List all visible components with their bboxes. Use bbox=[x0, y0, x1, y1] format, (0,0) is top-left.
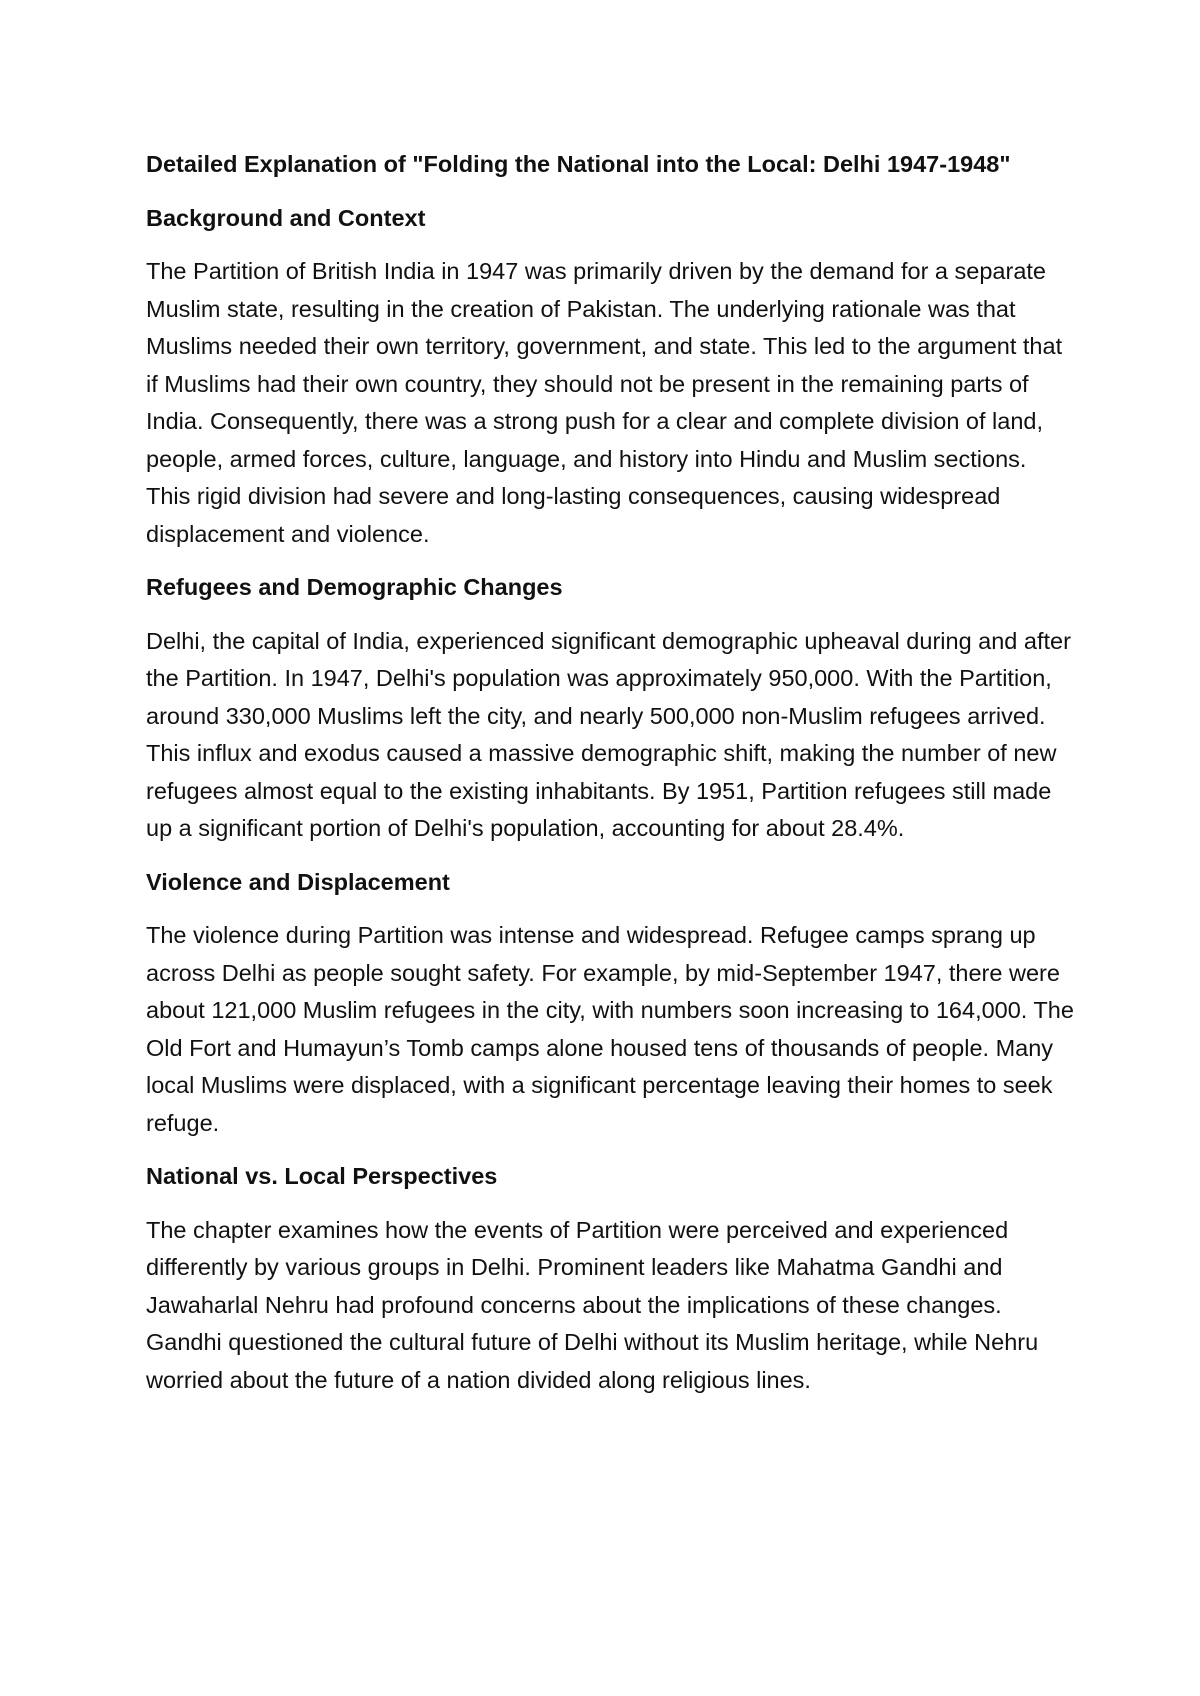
section-heading-violence: Violence and Displacement bbox=[146, 868, 450, 895]
section-heading-background: Background and Context bbox=[146, 204, 426, 231]
section-heading-perspectives: National vs. Local Perspectives bbox=[146, 1163, 498, 1189]
section-body-violence: The violence during Partition was intense and widespread. Refugee camps sprang up across Delhi as people sought safety. For example, by mid-September 1947, there were about 121,000 Muslim refugees in the city, with numbers soon increasing to 164,000. The Old Fort and Humayun’s Tomb camps alone housed tens of thousands of people. Many local Muslims were displaced, with a significant percentage leaving their homes to seek refuge. bbox=[146, 922, 1074, 1136]
section-body-refugees: Delhi, the capital of India, experienced significant demographic upheaval during and after the Partition. In 1947, Delhi's population was approximately 950,000. With the Partition, around 330,000 Muslims left the city, and nearly 500,000 non-Muslim refugees arrived. This influx and exodus caused a massive demographic shift, making the number of new refugees almost equal to the existing inhabitants. By 1951, Partition refugees still made up a significant portion of Delhi's population, accounting for about 28.4%. bbox=[146, 627, 1071, 841]
section-body-perspectives: The chapter examines how the events of Partition were perceived and experienced differently by various groups in Delhi. Prominent leaders like Mahatma Gandhi and Jawaharlal Nehru had profound concerns about the implications of these changes. Gandhi questioned the cultural future of Delhi without its Muslim heritage, while Nehru worried about the future of a nation divided along religious lines. bbox=[146, 1216, 1039, 1393]
section-heading-refugees: Refugees and Demographic Changes bbox=[146, 574, 563, 600]
section-body-background: The Partition of British India in 1947 was primarily driven by the demand for a separate Muslim state, resulting in the creation of Pakistan. The underlying rationale was that Muslims needed their own territory, government, and state. This led to the argument that if Muslims had their own country, they should not be present in the remaining parts of India. Consequently, there was a strong push for a clear and complete division of land, people, armed forces, culture, language, and history into Hindu and Muslim sections. This rigid division had severe and long-lasting consequences, causing widespread displacement and violence. bbox=[146, 258, 1063, 547]
document-content bbox=[146, 146, 1076, 1415]
document-title: Detailed Explanation of "Folding the National into the Local: Delhi 1947-1948" bbox=[146, 151, 1011, 177]
